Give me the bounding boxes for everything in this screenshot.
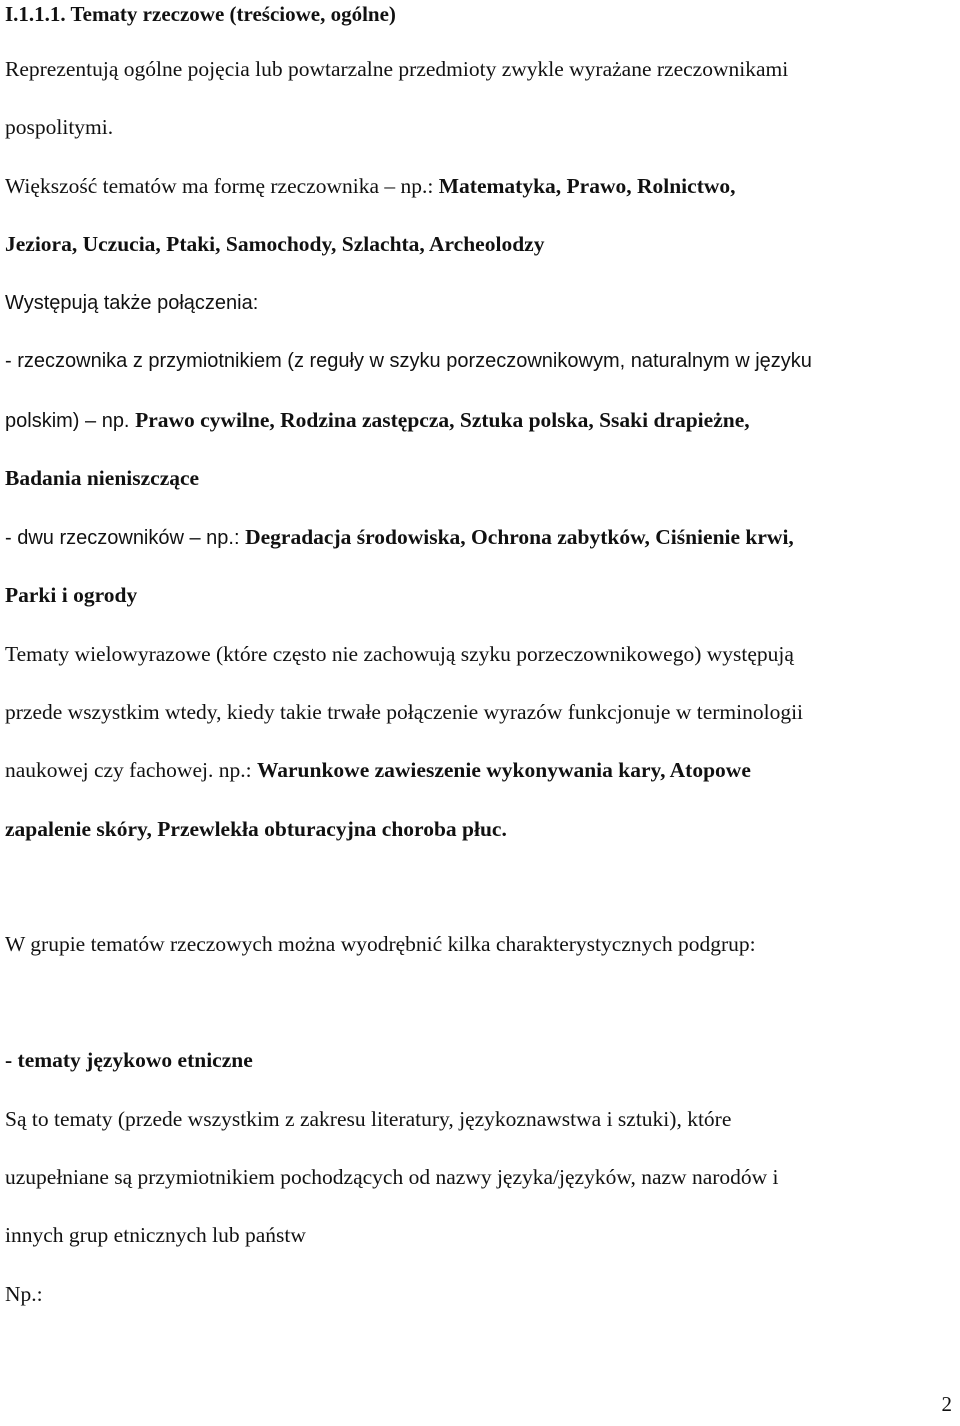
section-heading: I.1.1.1. Tematy rzeczowe (treściowe, ogólne) bbox=[5, 2, 396, 26]
paragraph-line: Tematy wielowyrazowe (które często nie zachowują szyku porzeczownikowego) występują bbox=[5, 642, 794, 666]
paragraph-line: pospolitymi. bbox=[5, 115, 114, 139]
example-terms-line bbox=[5, 581, 137, 609]
example-terms-line bbox=[5, 464, 199, 492]
paragraph-line: - rzeczownika z przymiotnikiem (z reguły w szyku porzeczownikowym, naturalnym w języku bbox=[5, 350, 812, 372]
example-terms: Jeziora, Uczucia, Ptaki, Samochody, Szlachta, Archeolodzy bbox=[5, 232, 545, 256]
plain-text: polskim) – np. bbox=[5, 410, 136, 432]
example-terms: Degradacja środowiska, Ochrona zabytków, Ciśnienie krwi, bbox=[245, 525, 794, 549]
paragraph-line bbox=[5, 172, 736, 200]
paragraph-line: Są to tematy (przede wszystkim z zakresu literatury, językoznawstwa i sztuki), które bbox=[5, 1107, 732, 1131]
example-terms: Warunkowe zawieszenie wykonywania kary, Atopowe bbox=[256, 758, 751, 782]
paragraph-line: przede wszystkim wtedy, kiedy takie trwałe połączenie wyrazów funkcjonuje w terminologii bbox=[5, 700, 804, 724]
paragraph-line bbox=[5, 523, 794, 552]
paragraph-line bbox=[5, 756, 751, 784]
paragraph-line: innych grup etnicznych lub państw bbox=[5, 1223, 306, 1247]
page-number: 2 bbox=[941, 1392, 952, 1416]
paragraph-line: W grupie tematów rzeczowych można wyodrębnić kilka charakterystycznych podgrup: bbox=[5, 932, 756, 956]
example-terms: Matematyka, Prawo, Rolnictwo, bbox=[438, 174, 736, 198]
example-terms: Parki i ogrody bbox=[5, 583, 138, 607]
example-terms-line bbox=[5, 815, 507, 843]
subgroup-title bbox=[5, 1046, 253, 1074]
plain-text: - dwu rzeczowników – np.: bbox=[5, 527, 246, 549]
subgroup-title-text: - tematy językowo etniczne bbox=[5, 1048, 253, 1072]
paragraph-line: uzupełniane są przymiotnikiem pochodzących od nazwy języka/języków, nazw narodów i bbox=[5, 1165, 779, 1189]
plain-text: Większość tematów ma formę rzeczownika – np.: bbox=[5, 174, 439, 198]
example-terms: Prawo cywilne, Rodzina zastępcza, Sztuka polska, Ssaki drapieżne, bbox=[135, 408, 750, 432]
examples-label: Np.: bbox=[5, 1282, 43, 1306]
plain-text: naukowej czy fachowej. np.: bbox=[5, 758, 257, 782]
example-terms: Badania nieniszczące bbox=[5, 466, 200, 490]
paragraph-line bbox=[5, 406, 750, 435]
paragraph-line: Występują także połączenia: bbox=[5, 292, 259, 314]
example-terms-line bbox=[5, 230, 544, 258]
paragraph-line: Reprezentują ogólne pojęcia lub powtarzalne przedmioty zwykle wyrażane rzeczownikami bbox=[5, 57, 789, 81]
example-terms: zapalenie skóry, Przewlekła obturacyjna choroba płuc. bbox=[5, 817, 507, 841]
